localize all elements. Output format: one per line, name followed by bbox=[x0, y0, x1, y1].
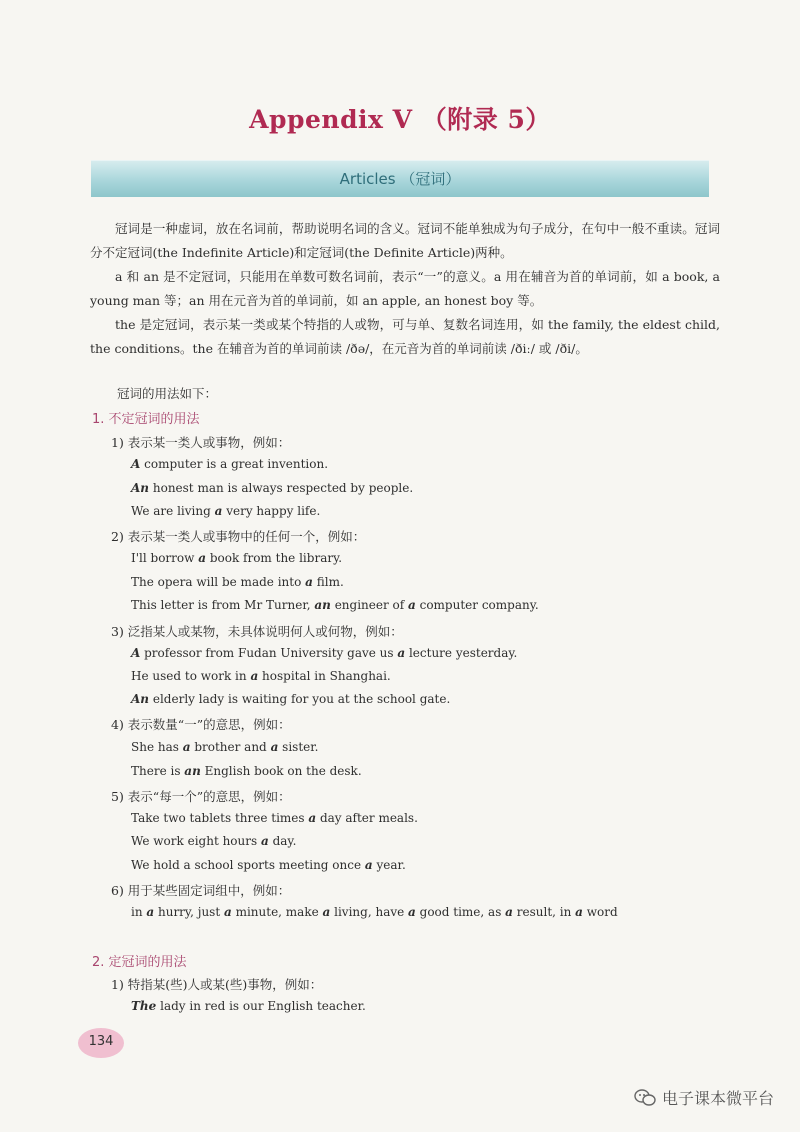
example-text: day after meals. bbox=[316, 811, 418, 825]
example-text: good time, as bbox=[415, 905, 506, 919]
example-text: The opera will be made into bbox=[131, 575, 306, 589]
example-text: film. bbox=[312, 575, 344, 589]
example-sentence bbox=[131, 834, 296, 848]
usage-item-label: 3) 泛指某人或某物，未具体说明何人或何物，例如： bbox=[111, 624, 403, 639]
example-text: hurry, just bbox=[154, 905, 224, 919]
usage-intro: 冠词的用法如下： bbox=[117, 386, 218, 401]
example-sentence bbox=[131, 457, 328, 471]
usage-item-label: 1) 特指某(些)人或某(些)事物，例如： bbox=[111, 977, 323, 992]
article-word: a bbox=[214, 504, 223, 518]
example-text: brother and bbox=[190, 740, 271, 754]
intro-paragraph-3: the 是定冠词，表示某一类或某个特指的人或物，可与单、复数名词连用，如 the family, the eldest child, the conditions。the 在辅音为首的单词前读 /ðə/，在元音为首的单词前读 /ðiː/ 或 /ði/。 bbox=[90, 317, 720, 356]
article-word: a bbox=[408, 905, 416, 919]
article-word: an bbox=[184, 764, 201, 778]
section-heading-indefinite: 1. 不定冠词的用法 bbox=[92, 412, 200, 427]
wechat-icon bbox=[634, 1089, 656, 1107]
example-sentence bbox=[131, 811, 418, 825]
example-sentence bbox=[131, 646, 517, 660]
example-sentence bbox=[131, 575, 344, 589]
example-text: day. bbox=[268, 834, 297, 848]
article-word: An bbox=[131, 481, 150, 495]
usage-item-label: 4) 表示数量“一”的意思，例如： bbox=[111, 717, 291, 732]
usage-item-label: 5) 表示“每一个”的意思，例如： bbox=[111, 789, 291, 804]
watermark-text: 电子课本微平台 bbox=[661, 1089, 774, 1108]
article-word: a bbox=[364, 858, 373, 872]
usage-item-label: 2) 表示某一类人或事物中的任何一个，例如： bbox=[111, 529, 366, 544]
usage-item-label: 6) 用于某些固定词组中，例如： bbox=[111, 883, 291, 898]
article-word: a bbox=[198, 551, 206, 565]
article-word: A bbox=[131, 646, 141, 660]
example-text: living, have bbox=[330, 905, 409, 919]
example-text: There is bbox=[131, 764, 185, 778]
article-word: a bbox=[322, 905, 331, 919]
usage-item-label: 1) 表示某一类人或事物，例如： bbox=[111, 435, 291, 450]
article-word: a bbox=[146, 905, 155, 919]
example-text: He used to work in bbox=[131, 669, 251, 683]
example-sentence bbox=[131, 905, 618, 919]
example-sentence bbox=[131, 999, 366, 1013]
example-text: in bbox=[131, 905, 147, 919]
example-text: lecture yesterday. bbox=[405, 646, 518, 660]
watermark bbox=[634, 1086, 774, 1109]
section-heading-definite: 2. 定冠词的用法 bbox=[92, 955, 187, 970]
article-word: a bbox=[305, 575, 313, 589]
article-word: a bbox=[250, 669, 259, 683]
example-text: English book on the desk. bbox=[200, 764, 362, 778]
example-text: Take two tablets three times bbox=[131, 811, 309, 825]
article-word: a bbox=[182, 740, 191, 754]
article-word: a bbox=[575, 905, 583, 919]
example-sentence bbox=[131, 858, 406, 872]
example-text: I'll borrow bbox=[131, 551, 199, 565]
example-text: hospital in Shanghai. bbox=[258, 669, 391, 683]
example-sentence bbox=[131, 669, 391, 683]
example-text: word bbox=[582, 905, 618, 919]
article-word: The bbox=[131, 999, 157, 1013]
page-number: 134 bbox=[78, 1028, 124, 1058]
example-text: lady in red is our English teacher. bbox=[156, 999, 366, 1013]
example-text: book from the library. bbox=[206, 551, 343, 565]
example-sentence bbox=[131, 692, 450, 706]
example-text: engineer of bbox=[330, 598, 409, 612]
intro-paragraph-2: a 和 an 是不定冠词，只能用在单数可数名词前，表示“一”的意义。a 用在辅音为首的单词前，如 a book, a young man 等；an 用在元音为首的单词前，如 an apple, an honest boy 等。 bbox=[90, 269, 720, 308]
example-text: We work eight hours bbox=[131, 834, 261, 848]
article-word: An bbox=[131, 692, 150, 706]
example-text: This letter is from Mr Turner, bbox=[131, 598, 315, 612]
example-text: We are living bbox=[131, 504, 215, 518]
example-text: computer company. bbox=[415, 598, 539, 612]
example-text: result, in bbox=[512, 905, 576, 919]
article-word: a bbox=[223, 905, 232, 919]
section-banner bbox=[91, 160, 709, 197]
example-text: honest man is always respected by people. bbox=[149, 481, 414, 495]
example-sentence bbox=[131, 764, 362, 778]
example-text: elderly lady is waiting for you at the school gate. bbox=[149, 692, 451, 706]
article-word: a bbox=[408, 598, 416, 612]
example-text: minute, make bbox=[231, 905, 323, 919]
section-banner-label: Articles （冠词） bbox=[339, 170, 461, 188]
article-word: a bbox=[397, 646, 406, 660]
intro-paragraph-1: 冠词是一种虚词，放在名词前，帮助说明名词的含义。冠词不能单独成为句子成分，在句中一般不重读。冠词分不定冠词(the Indefinite Article)和定冠词(the Definite Article)两种。 bbox=[90, 221, 720, 260]
page-title: Appendix V （附录 5） bbox=[249, 105, 551, 134]
example-sentence bbox=[131, 504, 320, 518]
example-text: year. bbox=[372, 858, 406, 872]
example-text: computer is a great invention. bbox=[140, 457, 329, 471]
example-sentence bbox=[131, 551, 342, 565]
article-word: a bbox=[505, 905, 513, 919]
article-word: A bbox=[131, 457, 141, 471]
article-word: a bbox=[308, 811, 317, 825]
article-word: a bbox=[260, 834, 269, 848]
article-word: an bbox=[314, 598, 331, 612]
example-text: professor from Fudan University gave us bbox=[140, 646, 398, 660]
example-sentence bbox=[131, 740, 318, 754]
article-word: a bbox=[270, 740, 279, 754]
example-text: We hold a school sports meeting once bbox=[131, 858, 365, 872]
example-sentence bbox=[131, 598, 539, 612]
example-text: very happy life. bbox=[222, 504, 321, 518]
example-text: She has bbox=[131, 740, 183, 754]
example-text: sister. bbox=[278, 740, 319, 754]
example-sentence bbox=[131, 481, 413, 495]
